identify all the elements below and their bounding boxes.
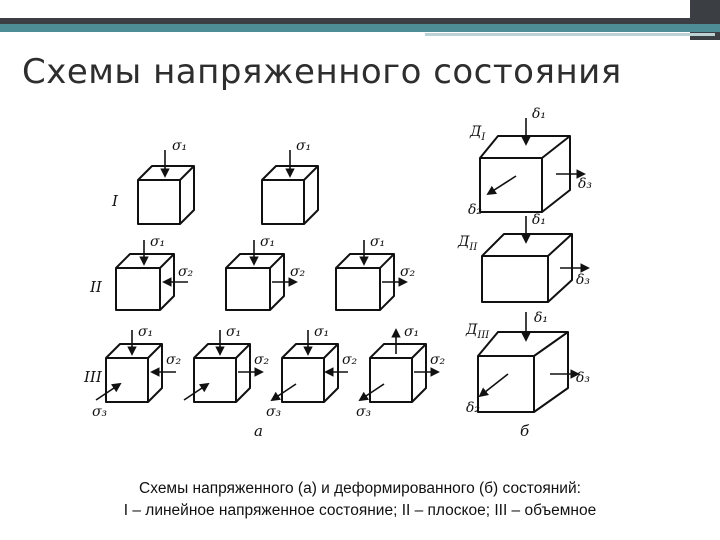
label-s1-r2c3: σ₁ xyxy=(370,234,386,250)
label-d3-box2: δ₃ xyxy=(576,272,591,288)
label-d1-box3: δ₁ xyxy=(534,310,549,326)
label-s1-r1c1: σ₁ xyxy=(172,138,188,154)
label-s2-r3c2: σ₂ xyxy=(254,352,270,368)
label-s2-r2c3: σ₂ xyxy=(400,264,416,280)
deform-row-label-3: $Д_{III}$ xyxy=(466,322,490,341)
deform-row-label-1: $Д_I$ xyxy=(470,124,486,143)
label-d3-box1: δ₃ xyxy=(578,176,593,192)
label-s1-r3c3: σ₁ xyxy=(314,324,330,340)
cube-row3-col4 xyxy=(370,344,426,402)
label-d1-box1: δ₁ xyxy=(532,106,547,122)
label-s2-r2c1: σ₂ xyxy=(178,264,194,280)
label-s1-r1c2: σ₁ xyxy=(296,138,312,154)
cube-row3-col3 xyxy=(282,344,338,402)
cube-row3-col2 xyxy=(194,344,250,402)
label-s2-r2c2: σ₂ xyxy=(290,264,306,280)
label-s2-r3c3: σ₂ xyxy=(342,352,358,368)
label-s1-r2c2: σ₁ xyxy=(260,234,276,250)
cube-row3-col1 xyxy=(106,344,162,402)
deform-box-2 xyxy=(482,234,572,302)
caption-line-1: Схемы напряженного (а) и деформированного (б) состояний: xyxy=(139,480,581,497)
row-label-I: I xyxy=(112,192,118,210)
label-s3-r3c1: σ₃ xyxy=(92,404,108,420)
row-label-III: III xyxy=(84,368,102,386)
caption-line-2: I – линейное напряженное состояние; II – плоское; III – объемное xyxy=(123,502,597,519)
label-s3-r3c2: σ₃ xyxy=(266,404,282,420)
deform-box-3 xyxy=(478,332,568,412)
label-d2-box1: δ₂ xyxy=(468,202,483,218)
panel-label-b: б xyxy=(520,422,530,440)
deform-row-label-2: $Д_{II}$ xyxy=(458,234,478,253)
label-s3-r3c3: σ₃ xyxy=(356,404,372,420)
label-d1-box2: δ₁ xyxy=(532,212,547,228)
label-s1-r3c2: σ₁ xyxy=(226,324,242,340)
label-s1-r3c4: σ₁ xyxy=(404,324,420,340)
label-s2-r3c1: σ₂ xyxy=(166,352,182,368)
panel-label-a: а xyxy=(254,422,263,440)
label-d2-box3: δ₂ xyxy=(466,400,481,416)
label-d3-box3: δ₃ xyxy=(576,370,591,386)
label-s1-r2c1: σ₁ xyxy=(150,234,166,250)
cube-row1-col1 xyxy=(138,166,194,224)
label-s1-r3c1: σ₁ xyxy=(138,324,154,340)
row-label-II: II xyxy=(90,278,102,296)
slide-title: Схемы напряженного состояния xyxy=(22,52,622,92)
label-s2-r3c4: σ₂ xyxy=(430,352,446,368)
